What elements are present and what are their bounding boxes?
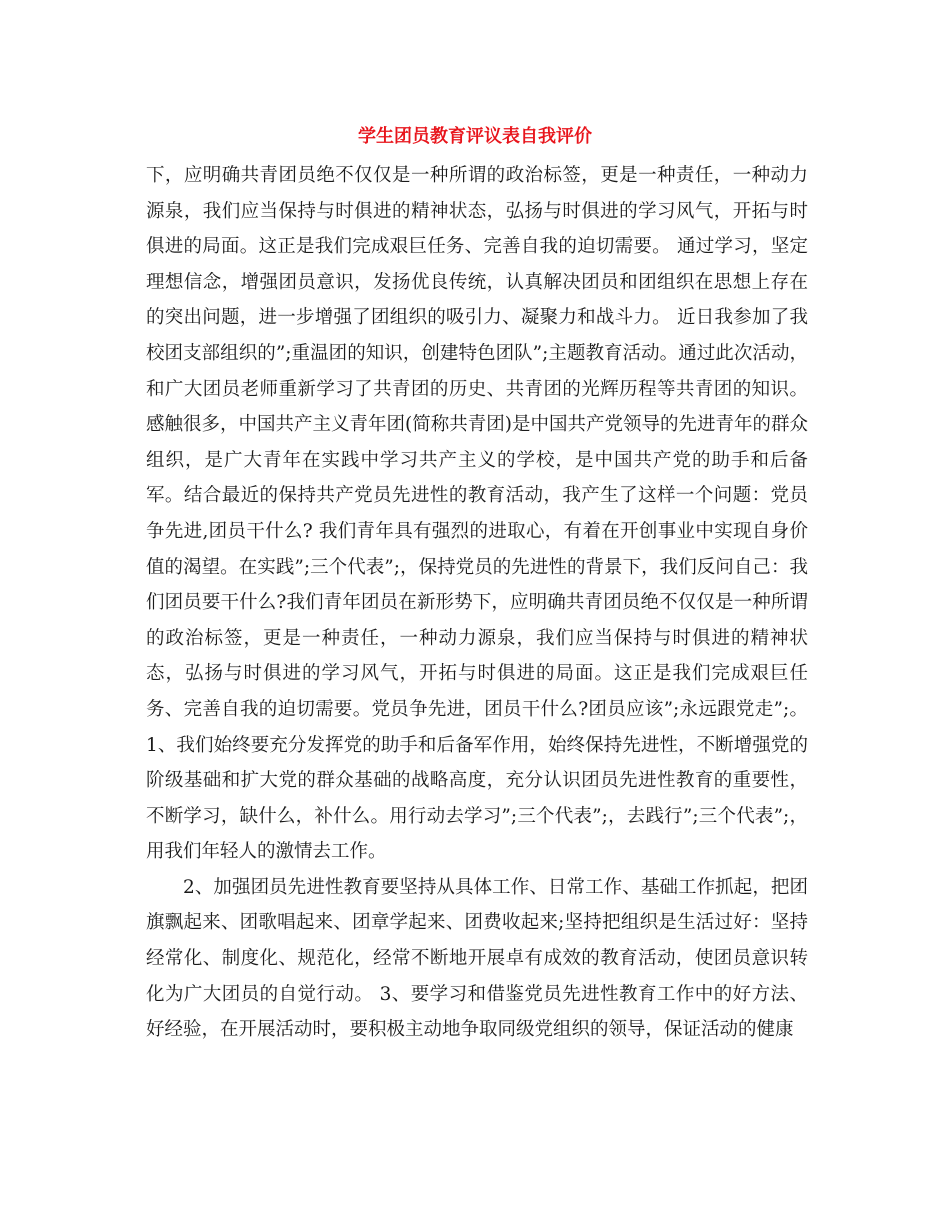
- document-body: [146, 158, 808, 1048]
- body-paragraph-1: 下，应明确共青团员绝不仅仅是一种所谓的政治标签，更是一种责任，一种动力源泉，我们应当保持与时俱进的精神状态，弘扬与时俱进的学习风气，开拓与时俱进的局面。这正是我们完成艰巨任务、完善自我的迫切需要。 通过学习，坚定理想信念，增强团员意识，发扬优良传统，认真解决团员和团组织在思想上存在的突出问题，进一步增强了团组织的吸引力、凝聚力和战斗力。 近日我参加了我校团支部组织的”;重温团的知识，创建特色团队”;主题教育活动。通过此次活动，和广大团员老师重新学习了共青团的历史、共青团的光辉历程等共青团的知识。感触很多，中国共产主义青年团(简称共青团)是中国共产党领导的先进青年的群众组织，是广大青年在实践中学习共产主义的学校，是中国共产党的助手和后备军。结合最近的保持共产党员先进性的教育活动，我产生了这样一个问题：党员争先进,团员干什么? 我们青年具有强烈的进取心，有着在开创事业中实现自身价值的渴望。在实践”;三个代表”;，保持党员的先进性的背景下，我们反问自己：我们团员要干什么?我们青年团员在新形势下，应明确共青团员绝不仅仅是一种所谓的政治标签，更是一种责任，一种动力源泉，我们应当保持与时俱进的精神状态，弘扬与时俱进的学习风气，开拓与时俱进的局面。这正是我们完成艰巨任务、完善自我的迫切需要。党员争先进，团员干什么?团员应该”;永远跟党走”;。 1、我们始终要充分发挥党的助手和后备军作用，始终保持先进性，不断增强党的阶级基础和扩大党的群众基础的战略高度，充分认识团员先进性教育的重要性，不断学习，缺什么，补什么。用行动去学习”;三个代表”;，去践行”;三个代表”;，用我们年轻人的激情去工作。: [146, 165, 808, 863]
- document-title: 学生团员教育评议表自我评价: [358, 126, 592, 147]
- body-paragraph-2: 2、加强团员先进性教育要坚持从具体工作、日常工作、基础工作抓起，把团旗飘起来、团歌唱起来、团章学起来、团费收起来;坚持把组织是生活过好：坚持经常化、制度化、规范化，经常不断地开展卓有成效的教育活动，使团员意识转化为广大团员的自觉行动。 3、要学习和借鉴党员先进性教育工作中的好方法、好经验，在开展活动时，要积极主动地争取同级党组织的领导，保证活动的健康: [146, 876, 808, 1041]
